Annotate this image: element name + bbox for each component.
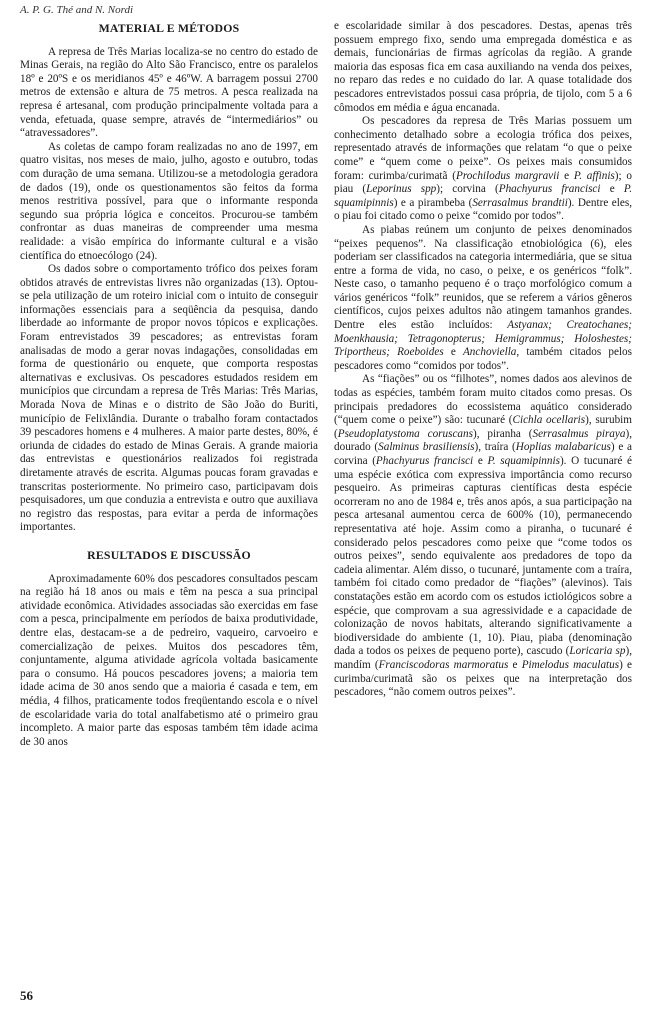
species-name: Pimelodus maculatus — [521, 658, 620, 671]
section-heading-methods: MATERIAL E MÉTODOS — [98, 21, 240, 35]
species-name: P. squamipinnis — [487, 455, 560, 467]
left-column — [20, 22, 318, 749]
species-name: Serrasalmus piraya — [532, 427, 626, 440]
species-name: Salminus brasiliensis — [378, 441, 475, 454]
running-head: A. P. G. Thé and N. Nordi — [20, 4, 134, 16]
right-column — [334, 20, 632, 700]
section-heading-results: RESULTADOS E DISCUSSÃO — [87, 547, 251, 562]
methods-paragraph-2: As coletas de campo foram realizadas no ano de 1997, em quatro visitas, nos meses de maio, julho, agosto e outubro, todas com duração de uma semana. Utilizou-se a metodologia geradora de dados (19), onde os questionamentos são feitos da forma menos restritiva possível, para que o informante responda segundo sua própria lógica e conceitos. Procurou-se também confrontar as duas maneiras de compreender uma mesma realidade: a visão empírica do informante cultural e a visão científica do etnoecólogo (24). — [20, 140, 318, 262]
species-name: Leporinus spp — [366, 183, 437, 196]
results-paragraph-2: Os pescadores da represa de Três Marias possuem um conhecimento detalhado sobre a ecologia trófica dos peixes, representado através de informações que relatam “o que o peixe come” e “quem come o peixe”. Os peixes mais consumidos foram: curimba/curimatã (Prochilodus margravii e P. affinis); o piau (Leporinus spp); corvina (Phachyurus francisci e P. squamipinnis) e a pirambeba (Serrasalmus brandtii). Dentre eles, o piau foi citado como o peixe “comido por todos”. — [334, 115, 633, 223]
species-name: Hoplias malabaricus — [515, 441, 611, 454]
species-name: Phachyurus francisci — [375, 455, 474, 467]
results-paragraph-4: As “fiações” ou os “filhotes”, nomes dados aos alevinos de todas as espécies, também foram muito citados como presas. Os principais predadores do ecossistema aquático considerado (“quem come o peixe”) são: tucunaré (Cichla ocellaris), surubim (Pseudoplatystoma coruscans), piranha (Serrasalmus piraya), dourado (Salminus brasiliensis), traíra (Hoplias malabaricus) e a corvina (Phachyurus francisci e P. squamipinnis). O tucunaré é uma espécie exótica com expressiva importância como recurso pesqueiro. As primeiras capturas científicas desta espécie ocorreram no ano de 1984 e, três anos após, a sua participação na pesca artesanal aumentou cerca de 600% (10), permanecendo representativa até hoje. Assim como a piranha, o tucunaré é considerado pelos pescadores como peixe que “come todos os outros peixes”, sendo equivalente aos predadores de topo da cadeia alimentar. Além disso, o tucunaré, juntamente com a traíra, também foi citado como predador de “fiações” (alevinos). Tais constatações estão em acordo com os estudos ictiológicos sobre a espécie, que comprovam a sua agressividade e a capacidade de colonização de novos habitats, alterando significativamente a biodiversidade do ambiente (1, 10). Piau, piaba (denominação dada a todos os peixes de pequeno porte), cascudo (Loricaria sp), mandím (Franciscodoras marmoratus e Pimelodus maculatus) e curimba/curimatã são os peixes que na interpretação dos pescadores, “não comem outros peixes”. — [334, 373, 632, 699]
genus-list: Astyanax; Creatochanes; Moenkhausia; Tetragonopterus; Hemigrammus; Holoshestes; Triportheus; Roeboides — [334, 319, 632, 359]
species-name: Cichla ocellaris — [512, 414, 586, 427]
species-name: P. affinis — [573, 169, 615, 182]
species-name: Prochilodus margravii — [455, 169, 560, 182]
species-name: Anchoviella — [462, 346, 517, 359]
species-name: Loricaria sp — [569, 645, 626, 658]
methods-paragraph-3: Os dados sobre o comportamento trófico dos peixes foram obtidos através de entrevistas livres não organizadas (13). Optou-se pela utilização de um roteiro inicial com o intuito de conseguir informações essenciais para a seqüência da pesquisa, dando liberdade ao informante de propor novos tópicos e explicações. Foram entrevistados 39 pescadores; as entrevistas foram analisadas de modo a gerar novas indagações, consolidadas em forma de questionário ou enquete, que comporta respostas alternativas e exclusivas. Os pescadores estudados residem em municípios que circundam a represa de Três Marias: Três Marias, Morada Nova de Minas e o distrito de São João do Buriti, município de Felixlândia. Durante o trabalho foram contactados 39 pescadores homens e 4 mulheres. A maior parte destes, 80%, é oriunda de cidades do estado de Minas Gerais. A grande maioria das entrevistas e questionários realizados foi registrada diretamente através de escrita. Algumas poucas foram gravadas e transcritas posteriormente. No primeiro caso, participavam dois pesquisadores, um que conduzia a entrevista e outro que auxiliava no registro das respostas, para evitar a perda de informações importantes. — [20, 263, 318, 534]
results-paragraph-3: As piabas reúnem um conjunto de peixes denominados “peixes pequenos”. Na classificação etnobiológica (6), eles poderiam ser classificados na categoria intermediária, que se situa entre a forma de vida, no caso, o peixe, e os genéricos “folk”. Neste caso, o tamanho pequeno é o traço morfológico comum a vários genéricos “folk” reunidos, que se referem a vários gêneros científicos, cujos peixes adultos não atingem tamanhos grandes. Dentre eles estão incluídos: Astyanax; Creatochanes; Moenkhausia; Tetragonopterus; Hemigrammus; Holoshestes; Triportheus; Roeboides e Anchoviella, também citados pelos pescadores como “comidos por todos”. — [334, 223, 632, 372]
results-continuation: e escolaridade similar à dos pescadores. Destas, apenas três possuem emprego fixo, sendo uma empregada doméstica e as demais, funcionárias de firmas agrícolas da região. A grande maioria das esposas fica em casa auxiliando na venda dos peixes, no reparo das redes e no cuidado do lar. A quase totalidade dos pescadores entrevistados possui casa própria, de tijolo, com 5 a 6 cômodos em média e água encanada. — [334, 20, 632, 114]
methods-paragraph-1: A represa de Três Marias localiza-se no centro do estado de Minas Gerais, na região do Alto São Francisco, entre os paralelos 18º e 20ºS e os meridianos 45º e 46ºW. A barragem possui 2700 metros de extensão e altura de 75 metros. A pesca realizada na represa é artesanal, com produção principalmente voltada para a venda, efetuada, quase sempre, através de “intermediários” ou “atravessadores”. — [20, 45, 318, 140]
species-name: P. squamipinnis — [334, 183, 633, 209]
species-name: Serrasalmus brandtii — [472, 196, 568, 209]
page-number: 56 — [20, 988, 33, 1003]
results-paragraph-1: Aproximadamente 60% dos pescadores consultados pescam na região há 18 anos ou mais e têm na pesca a sua principal atividade econômica. Atividades associadas são exercidas em fase com a pesca, principalmente em períodos de baixa produtividade, dentre elas, destacam-se a de pedreiro, vaqueiro, carvoeiro e comercialização de peixes. Muitos dos pescadores têm, conjuntamente, alguma atividade agrícola voltada basicamente para o consumo. Há poucos pescadores jovens; a maioria tem idade acima de 30 anos sendo que a maioria é casada e tem, em média, 4 filhos, praticamente todos freqüentando escola e o nível de escolaridade varia do total analfabetismo até o primeiro grau incompleto. A maior parte das esposas também têm idade acima de 30 anos — [20, 572, 318, 748]
species-name: Franciscodoras marmoratus — [378, 658, 509, 671]
species-name: Pseudoplatystoma coruscans — [337, 427, 473, 440]
species-name: Phachyurus francisci — [498, 183, 601, 196]
